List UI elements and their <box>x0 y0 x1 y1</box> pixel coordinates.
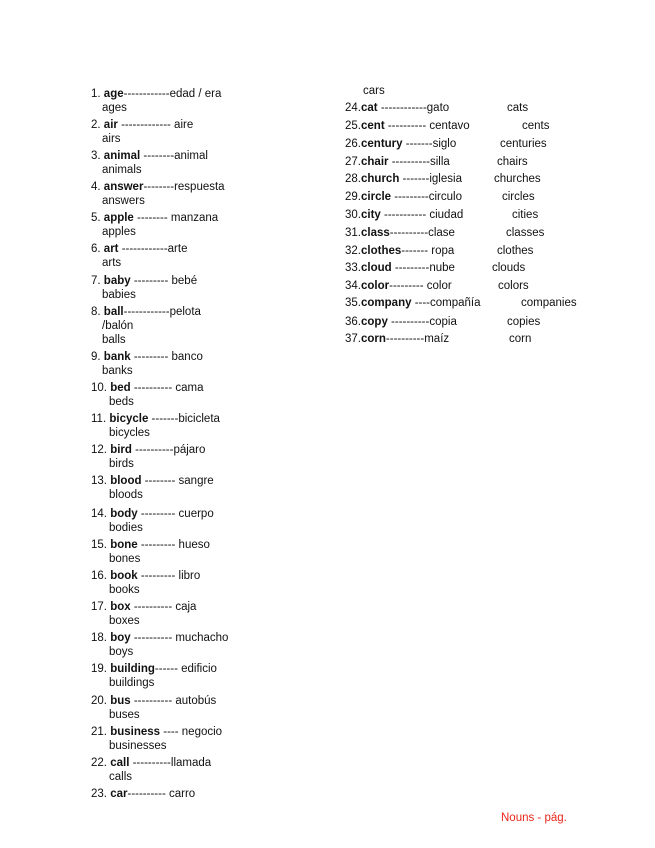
plural-word: classes <box>506 227 545 239</box>
dash-leader: ----------- <box>380 209 427 221</box>
plural-word: cars <box>363 85 385 97</box>
english-word: blood <box>110 475 142 487</box>
english-word: class <box>361 227 390 239</box>
spanish-translation: compañía <box>430 297 481 309</box>
plural-word: circles <box>502 191 535 203</box>
dash-leader: ---- <box>411 297 431 309</box>
entry-line <box>91 600 196 614</box>
entry-line <box>91 211 218 225</box>
english-word: bank <box>103 351 131 363</box>
spanish-translation: cama <box>172 382 204 394</box>
spanish-translation: respuesta <box>174 181 225 193</box>
item-number: 5. <box>91 212 101 224</box>
plural-word: apples <box>102 226 136 238</box>
plural-word: cats <box>507 102 529 114</box>
list-item <box>345 226 455 240</box>
plural-word: banks <box>102 365 133 377</box>
list-item <box>91 662 217 690</box>
dash-leader: ---------- <box>131 444 174 456</box>
item-number: 16. <box>91 570 107 582</box>
item-number: 19. <box>91 663 107 675</box>
english-word: age <box>103 88 124 100</box>
dash-leader: --------- <box>391 191 429 203</box>
english-word: chair <box>361 156 389 168</box>
dash-leader: ---- <box>160 726 179 738</box>
item-number: 6. <box>91 243 101 255</box>
spanish-translation: libro <box>175 570 201 582</box>
plural-word: boys <box>109 646 134 658</box>
list-item <box>345 172 462 186</box>
dash-leader: ------------ <box>377 102 427 114</box>
english-word: apple <box>103 212 134 224</box>
item-number: 24. <box>345 102 361 114</box>
spanish-translation: pelota <box>169 306 201 318</box>
spanish-translation: pájaro <box>173 444 206 456</box>
dash-leader: --------- <box>389 280 424 292</box>
entry-line <box>91 787 195 801</box>
entry-line <box>345 119 470 133</box>
dash-leader: ------- <box>402 138 433 150</box>
plural-word: buses <box>109 709 140 721</box>
entry-line <box>91 631 228 645</box>
entry-line <box>91 87 221 101</box>
dash-leader: ------------ <box>123 88 170 100</box>
dash-leader: ---------- <box>130 382 173 394</box>
spanish-translation: ropa <box>428 245 455 257</box>
spanish-translation: gato <box>426 102 450 114</box>
plural-word: copies <box>507 316 541 328</box>
list-item <box>91 274 197 302</box>
item-number: 34. <box>345 280 361 292</box>
dash-leader: -------- <box>140 150 175 162</box>
item-number: 35. <box>345 297 361 309</box>
entry-line <box>91 242 187 256</box>
spanish-translation: caja <box>172 601 197 613</box>
list-item <box>345 279 452 293</box>
list-item <box>345 296 481 310</box>
plural-word: chairs <box>497 156 528 168</box>
list-item <box>345 261 455 275</box>
list-item <box>91 211 218 239</box>
dash-leader: ---------- <box>130 601 173 613</box>
entry-line <box>345 137 456 151</box>
list-item <box>91 443 205 471</box>
dash-leader: -------- <box>143 181 175 193</box>
english-word: clothes <box>361 245 402 257</box>
item-number: 13. <box>91 475 107 487</box>
entry-line <box>345 172 462 186</box>
entry-line <box>91 350 203 364</box>
dash-leader: -------- <box>133 212 168 224</box>
list-item-continuation <box>363 84 385 98</box>
list-item <box>91 631 228 659</box>
item-number: 4. <box>91 181 101 193</box>
spanish-translation: maíz <box>424 333 450 345</box>
dash-leader: ------------ <box>123 306 170 318</box>
spanish-translation: circulo <box>428 191 462 203</box>
list-item <box>345 332 449 346</box>
dash-leader: ---------- <box>387 316 430 328</box>
list-item <box>91 118 193 146</box>
dash-leader: ---------- <box>385 333 425 345</box>
dash-leader: ------ <box>154 663 178 675</box>
list-item <box>345 137 456 151</box>
plural-word: animals <box>102 164 142 176</box>
list-item <box>91 725 222 753</box>
english-word: company <box>361 297 412 309</box>
entry-line <box>91 756 211 770</box>
list-item <box>345 244 454 258</box>
plural-word: /balón <box>102 320 134 332</box>
entry-line <box>91 538 210 552</box>
english-word: bicycle <box>109 413 149 425</box>
list-item <box>91 756 211 784</box>
spanish-translation: carro <box>165 788 196 800</box>
spanish-translation: llamada <box>170 757 212 769</box>
plural-word: clouds <box>492 262 526 274</box>
spanish-translation: nube <box>429 262 455 274</box>
item-number: 31. <box>345 227 361 239</box>
list-item <box>91 87 221 115</box>
spanish-translation: sangre <box>175 475 214 487</box>
entry-line <box>91 149 208 163</box>
english-word: car <box>110 788 128 800</box>
spanish-translation: iglesia <box>429 173 462 185</box>
spanish-translation: edad / era <box>169 88 222 100</box>
list-item <box>91 149 208 177</box>
english-word: answer <box>103 181 144 193</box>
item-number: 25. <box>345 120 361 132</box>
list-item <box>91 242 187 270</box>
plural-word: calls <box>109 771 133 783</box>
english-word: ball <box>103 306 124 318</box>
plural-word: corn <box>509 333 532 345</box>
item-number: 11. <box>91 413 107 425</box>
item-number: 14. <box>91 508 107 520</box>
english-word: century <box>361 138 403 150</box>
item-number: 23. <box>91 788 107 800</box>
spanish-translation: siglo <box>432 138 457 150</box>
entry-line <box>91 274 197 288</box>
spanish-translation: autobús <box>172 695 217 707</box>
entry-line <box>345 155 450 169</box>
dash-leader: --------- <box>130 351 169 363</box>
item-number: 26. <box>345 138 361 150</box>
list-item <box>91 600 196 628</box>
spanish-translation: hueso <box>175 539 210 551</box>
plural-word: centuries <box>500 138 547 150</box>
dash-leader: ---------- <box>388 156 430 168</box>
english-word: book <box>110 570 138 582</box>
plural-word: beds <box>109 396 134 408</box>
plural-word: bicycles <box>109 427 150 439</box>
list-item <box>91 569 200 597</box>
list-item <box>91 180 225 208</box>
spanish-translation: bebé <box>168 275 198 287</box>
dash-leader: --------- <box>137 539 176 551</box>
spanish-translation: negocio <box>178 726 223 738</box>
plural-word: clothes <box>497 245 534 257</box>
spanish-translation: banco <box>168 351 203 363</box>
english-word: box <box>110 601 131 613</box>
list-item <box>91 787 195 801</box>
spanish-translation: animal <box>174 150 208 162</box>
spanish-translation: copia <box>429 316 457 328</box>
plural-word: bodies <box>109 522 143 534</box>
english-word: animal <box>103 150 141 162</box>
entry-line <box>91 569 200 583</box>
english-word: baby <box>103 275 131 287</box>
spanish-translation: bicicleta <box>178 413 220 425</box>
item-number: 27. <box>345 156 361 168</box>
english-word: bed <box>110 382 131 394</box>
dash-leader: ------------ <box>118 243 168 255</box>
entry-line <box>91 694 216 708</box>
dash-leader: --------- <box>130 275 169 287</box>
spanish-translation: edificio <box>177 663 217 675</box>
dash-leader: ------- <box>399 173 430 185</box>
spanish-translation: silla <box>430 156 450 168</box>
entry-line <box>345 279 452 293</box>
entry-line <box>91 474 214 488</box>
spanish-translation: color <box>423 280 452 292</box>
plural-word: colors <box>498 280 529 292</box>
spanish-translation: cuerpo <box>175 508 214 520</box>
list-item <box>91 507 214 535</box>
item-number: 37. <box>345 333 361 345</box>
spanish-translation: centavo <box>426 120 470 132</box>
plural-word: books <box>109 584 140 596</box>
item-number: 15. <box>91 539 107 551</box>
entry-line <box>345 226 455 240</box>
plural-word: ages <box>102 102 127 114</box>
english-word: bus <box>110 695 131 707</box>
plural-word: churches <box>494 173 541 185</box>
spanish-translation: clase <box>428 227 455 239</box>
entry-line <box>345 261 455 275</box>
item-number: 28. <box>345 173 361 185</box>
list-item <box>345 119 470 133</box>
list-item <box>91 412 220 440</box>
english-word: body <box>110 508 138 520</box>
list-item <box>345 155 450 169</box>
list-item <box>91 474 214 502</box>
item-number: 18. <box>91 632 107 644</box>
plural-word: companies <box>521 297 577 309</box>
plural-word: businesses <box>109 740 167 752</box>
english-word: corn <box>361 333 386 345</box>
english-word: bone <box>110 539 138 551</box>
dash-leader: ------------- <box>117 119 171 131</box>
dash-leader: -------- <box>141 475 176 487</box>
item-number: 17. <box>91 601 107 613</box>
entry-line <box>345 296 481 310</box>
dash-leader: ------- <box>148 413 179 425</box>
item-number: 10. <box>91 382 107 394</box>
item-number: 36. <box>345 316 361 328</box>
list-item <box>345 190 462 204</box>
list-item <box>91 538 210 566</box>
dash-leader: ---------- <box>129 757 171 769</box>
entry-line <box>345 190 462 204</box>
plural-word: bones <box>109 553 141 565</box>
page-footer: Nouns - pág. <box>501 812 567 824</box>
dash-leader: ---------- <box>130 632 173 644</box>
dash-leader: ---------- <box>384 120 427 132</box>
plural-word: answers <box>102 195 145 207</box>
english-word: circle <box>361 191 392 203</box>
item-number: 1. <box>91 88 101 100</box>
spanish-translation: muchacho <box>172 632 229 644</box>
plural-word: cities <box>512 209 539 221</box>
english-word: cat <box>361 102 378 114</box>
entry-line <box>345 244 454 258</box>
item-number: 22. <box>91 757 107 769</box>
dash-leader: --------- <box>137 508 176 520</box>
item-number: 30. <box>345 209 361 221</box>
dash-leader: ---------- <box>389 227 429 239</box>
list-item <box>91 305 201 347</box>
dash-leader: --------- <box>137 570 176 582</box>
english-word: bird <box>110 444 132 456</box>
entry-line <box>91 412 220 426</box>
item-number: 7. <box>91 275 101 287</box>
plural-word: babies <box>102 289 136 301</box>
dash-leader: ---------- <box>130 695 173 707</box>
entry-line <box>91 507 214 521</box>
entry-line <box>345 315 457 329</box>
list-item <box>91 381 203 409</box>
item-number: 3. <box>91 150 101 162</box>
english-word: boy <box>110 632 131 644</box>
list-item <box>345 208 463 222</box>
item-number: 2. <box>91 119 101 131</box>
plural-word: arts <box>102 257 122 269</box>
english-word: church <box>361 173 400 185</box>
item-number: 12. <box>91 444 107 456</box>
list-item <box>91 350 203 378</box>
plural-word: airs <box>102 133 121 145</box>
english-word: color <box>361 280 390 292</box>
entry-line <box>345 208 463 222</box>
item-number: 8. <box>91 306 101 318</box>
plural-word: balls <box>102 334 126 346</box>
entry-line <box>91 118 193 132</box>
item-number: 32. <box>345 245 361 257</box>
english-word: cent <box>361 120 385 132</box>
entry-line <box>345 101 449 115</box>
english-word: building <box>110 663 155 675</box>
english-word: city <box>361 209 381 221</box>
spanish-translation: arte <box>167 243 188 255</box>
english-word: cloud <box>361 262 392 274</box>
entry-line <box>91 443 205 457</box>
entry-line <box>345 332 449 346</box>
plural-word: buildings <box>109 677 155 689</box>
item-number: 29. <box>345 191 361 203</box>
english-word: air <box>103 119 118 131</box>
entry-line <box>91 180 225 194</box>
dash-leader: ---------- <box>127 788 166 800</box>
plural-word: boxes <box>109 615 140 627</box>
list-item <box>345 315 457 329</box>
item-number: 9. <box>91 351 101 363</box>
plural-word: bloods <box>109 489 143 501</box>
plural-word: cents <box>522 120 550 132</box>
spanish-translation: aire <box>170 119 194 131</box>
item-number: 20. <box>91 695 107 707</box>
item-number: 33. <box>345 262 361 274</box>
entry-line <box>91 381 203 395</box>
entry-line <box>91 305 201 319</box>
english-word: copy <box>361 316 388 328</box>
plural-word: birds <box>109 458 134 470</box>
entry-line <box>91 725 222 739</box>
dash-leader: --------- <box>391 262 430 274</box>
english-word: art <box>103 243 119 255</box>
spanish-translation: ciudad <box>426 209 464 221</box>
spanish-translation: manzana <box>167 212 219 224</box>
english-word: call <box>110 757 130 769</box>
dash-leader: ------- <box>401 245 429 257</box>
item-number: 21. <box>91 726 107 738</box>
list-item <box>91 694 216 722</box>
english-word: business <box>110 726 161 738</box>
entry-line <box>91 662 217 676</box>
list-item <box>345 101 449 115</box>
